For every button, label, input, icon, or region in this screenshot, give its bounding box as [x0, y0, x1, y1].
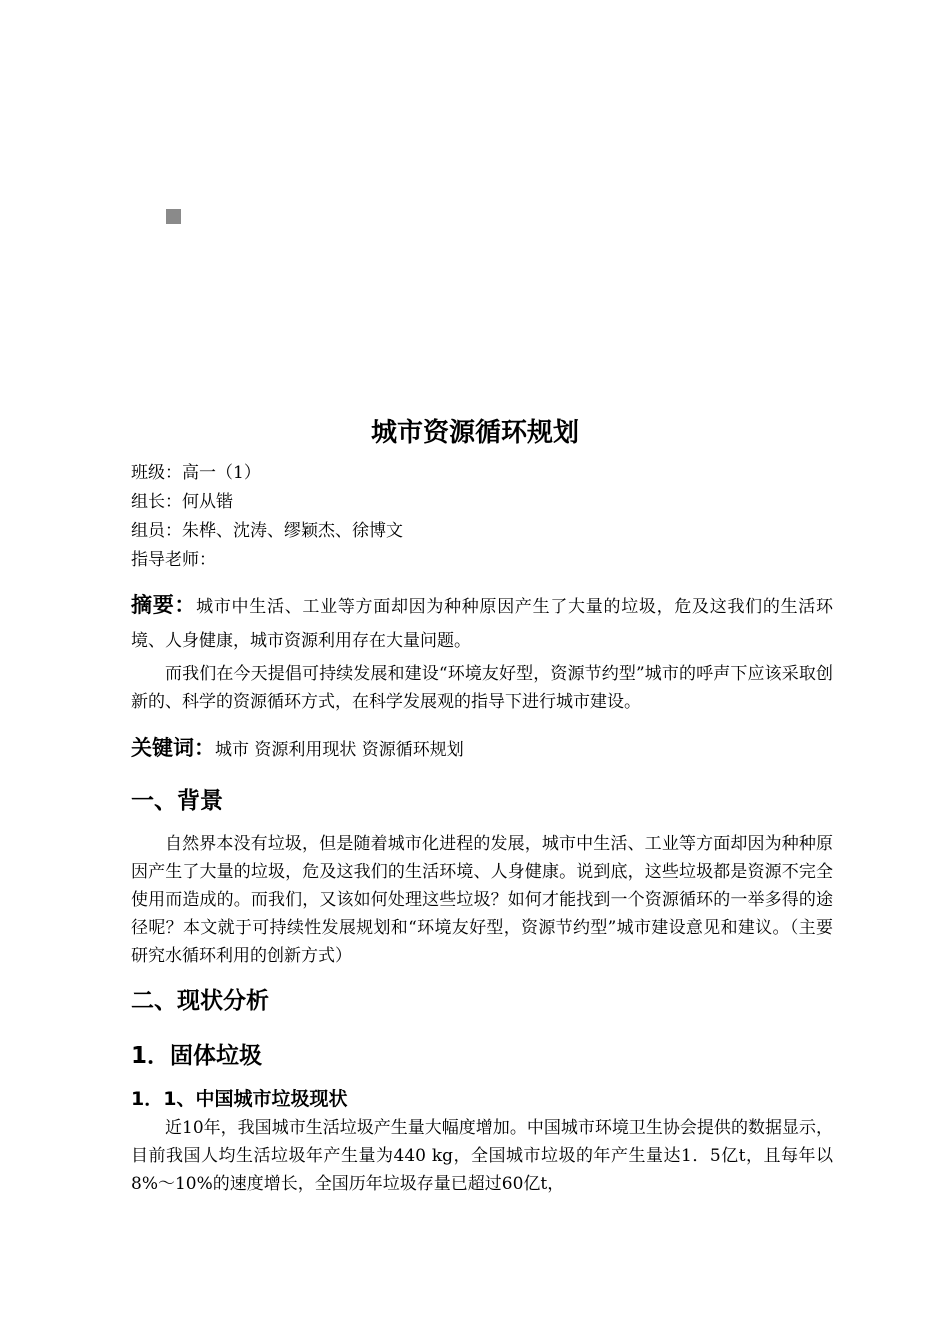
meta-leader: 组长：何从锴: [131, 492, 233, 512]
section-heading-analysis: 二、现状分析: [131, 988, 269, 1014]
subsection-heading-solid-waste: 1．固体垃圾: [131, 1043, 263, 1069]
background-paragraph: 自然界本没有垃圾，但是随着城市化进程的发展，城市中生活、工业等方面却因为种种原因产生了大量的垃圾，危及这我们的生活环境、人身健康。说到底，这些垃圾都是资源不完全使用而造成的。而我们，又该如何处理这些垃圾？如何才能找到一个资源循环的一举多得的途径呢？本文就于可持续性发展规划和“环境友好型，资源节约型”城市建设意见和建议。（主要研究水循环利用的创新方式）: [131, 834, 833, 966]
meta-members: 组员：朱桦、沈涛、缪颖杰、徐博文: [131, 521, 403, 541]
abstract-text: 城市中生活、工业等方面却因为种种原因产生了大量的垃圾，危及这我们的生活环境、人身健康，城市资源利用存在大量问题。: [131, 597, 834, 651]
meta-info: [131, 459, 831, 575]
keywords-label: 关键词：: [131, 736, 215, 760]
keywords-line: [131, 731, 833, 767]
square-bullet-icon: [166, 209, 181, 224]
china-waste-paragraph: 近10年，我国城市生活垃圾产生量大幅度增加。中国城市环境卫生协会提供的数据显示，目前我国人均生活垃圾年产生量为440 kg，全国城市垃圾的年产生量达1．5亿t，且每年以8%～10%的速度增长，全国历年垃圾存量已超过60亿t，: [131, 1118, 833, 1194]
subsection-heading-china-waste: 1．1、中国城市垃圾现状: [131, 1088, 348, 1110]
keywords-text: 城市 资源利用现状 资源循环规划: [215, 740, 464, 760]
abstract-paragraph: [131, 588, 833, 658]
abstract-label: 摘要：: [131, 593, 197, 617]
meta-advisor: 指导老师：: [131, 550, 216, 570]
abstract-paragraph-2: 而我们在今天提倡可持续发展和建设“环境友好型，资源节约型”城市的呼声下应该采取创新的、科学的资源循环方式，在科学发展观的指导下进行城市建设。: [131, 664, 833, 712]
section-heading-background: 一、背景: [131, 788, 223, 814]
document-title: 城市资源循环规划: [370, 418, 579, 448]
meta-class: 班级：高一（1）: [131, 463, 261, 483]
